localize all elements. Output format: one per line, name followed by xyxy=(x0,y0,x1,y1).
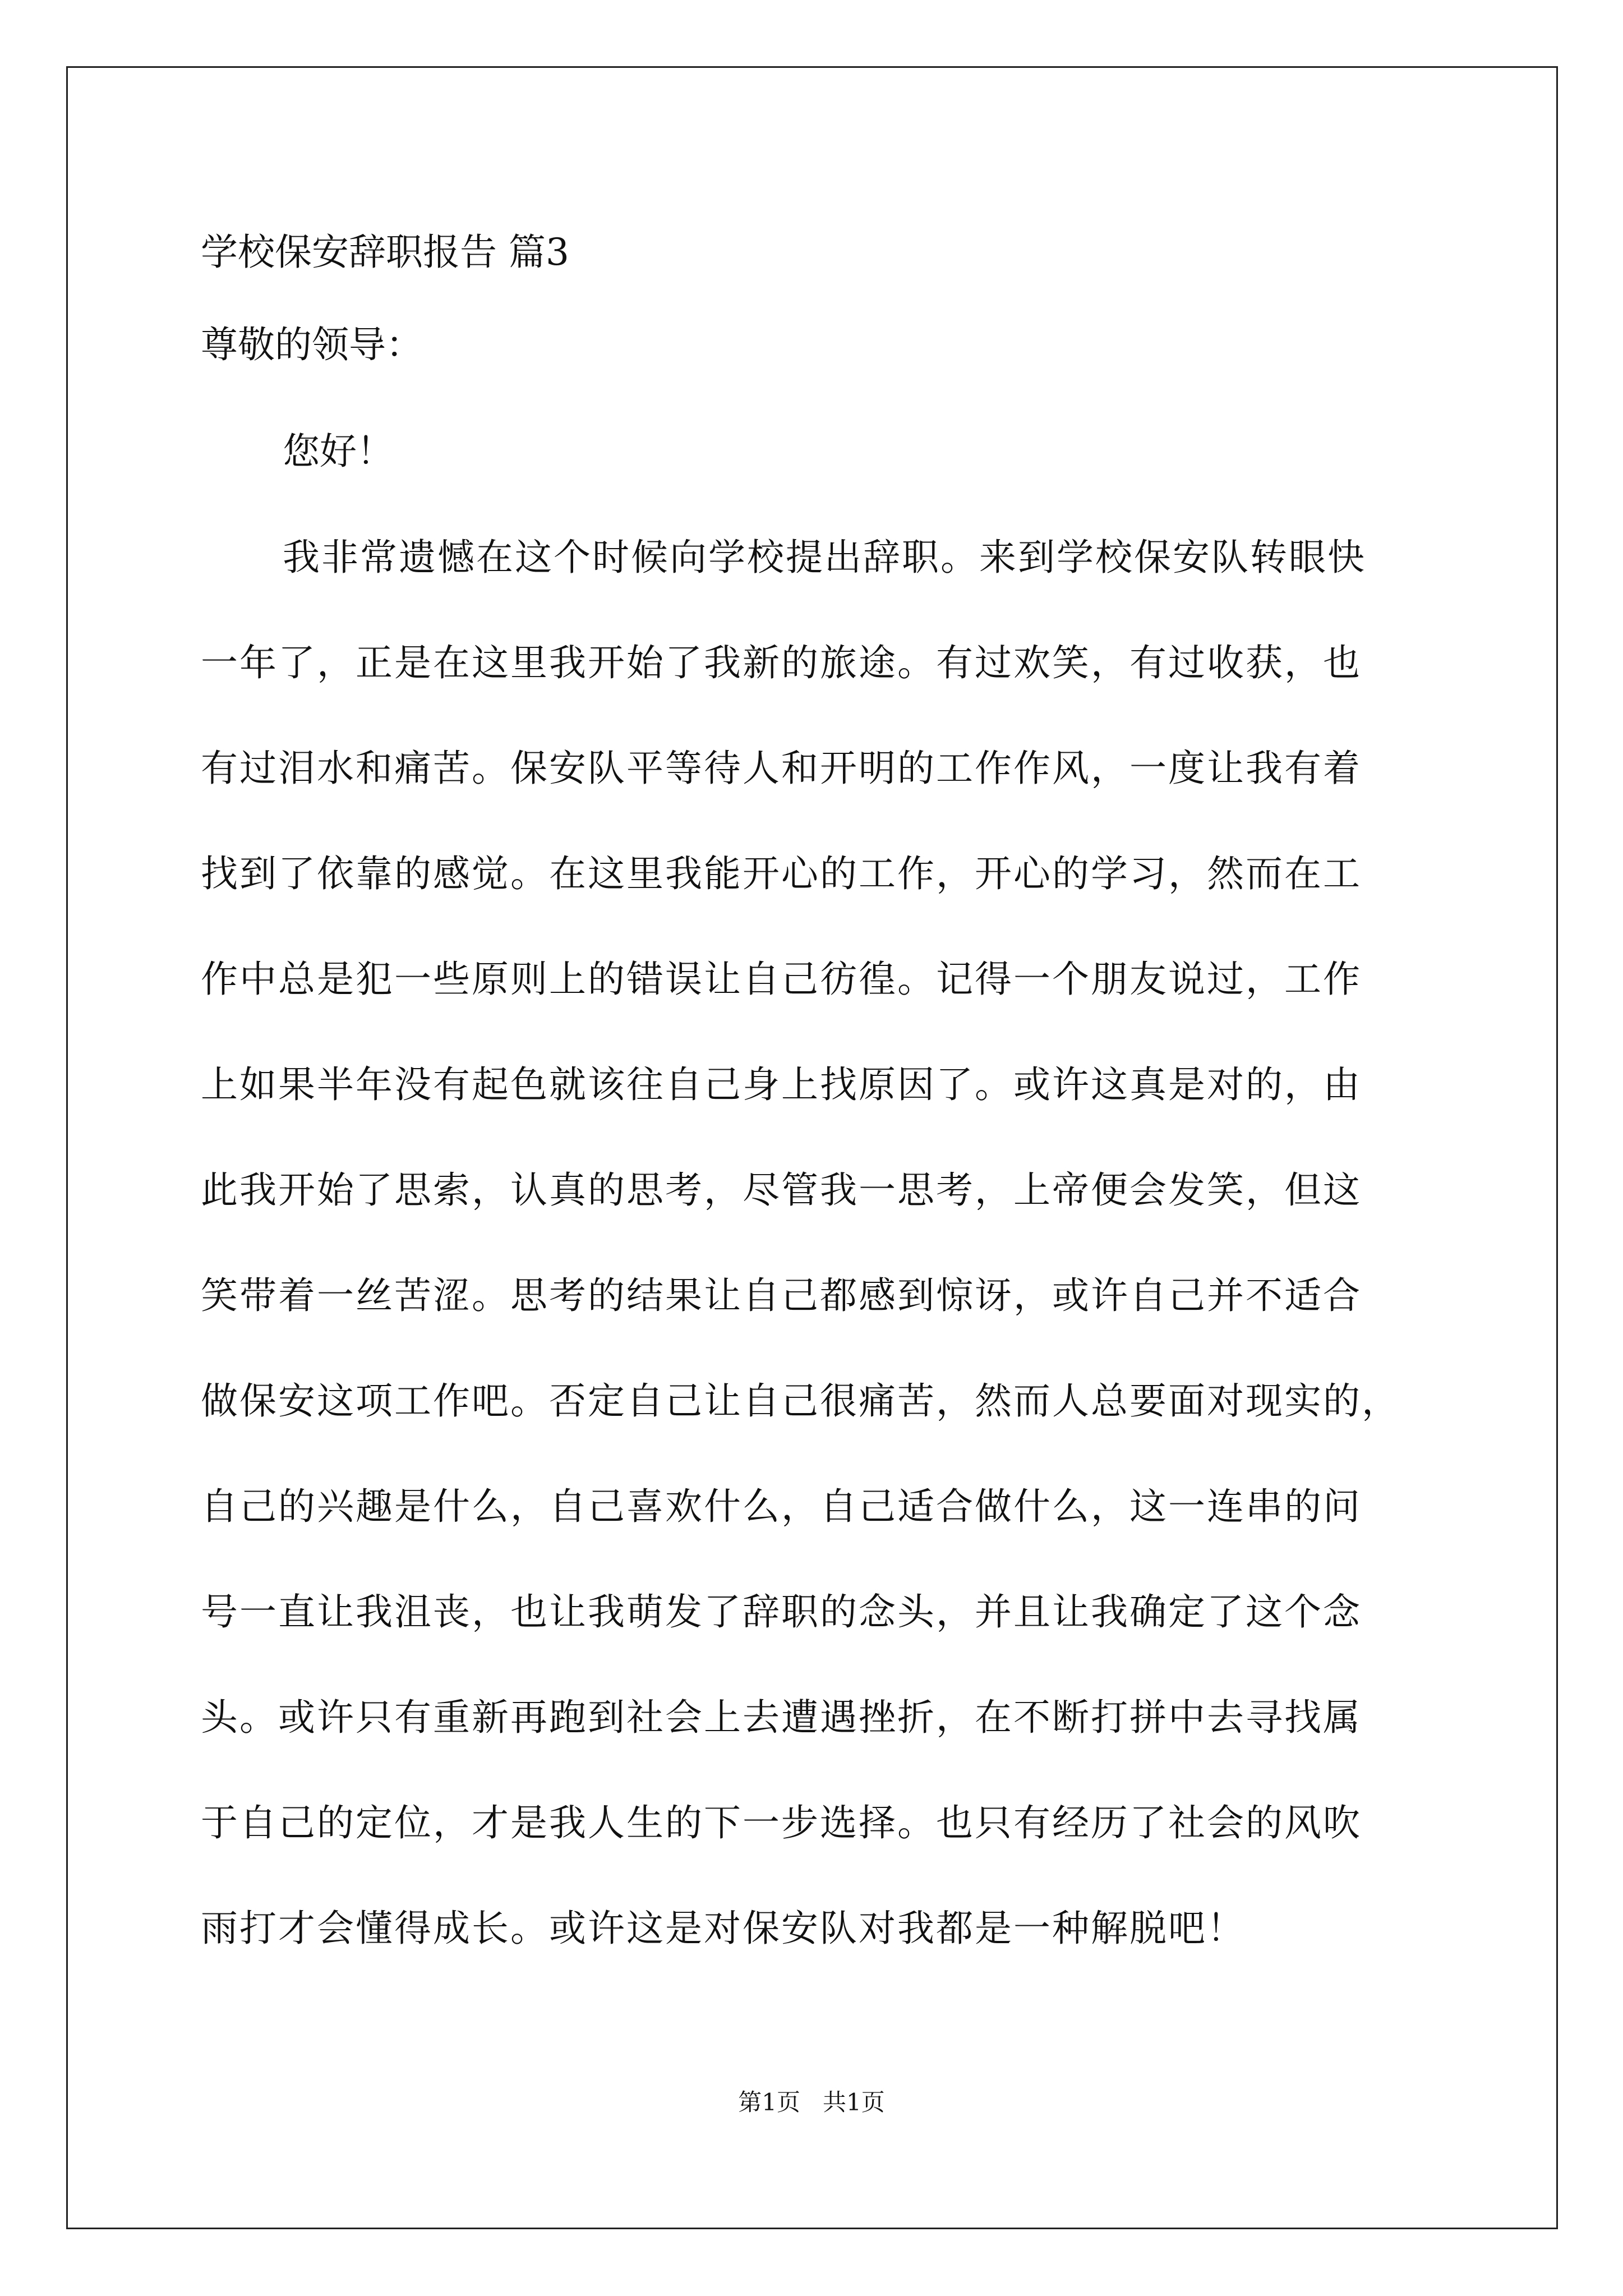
salutation: 尊敬的领导： xyxy=(201,323,423,366)
body-line: 于自己的定位，才是我人生的下一步选择。也只有经历了社会的风吹 xyxy=(201,1801,1362,1844)
body-line: 找到了依靠的感觉。在这里我能开心的工作，开心的学习，然而在工 xyxy=(201,852,1362,895)
body-line: 笑带着一丝苦涩。思考的结果让自己都感到惊讶，或许自己并不适合 xyxy=(201,1274,1362,1317)
body-line: 作中总是犯一些原则上的错误让自己彷徨。记得一个朋友说过，工作 xyxy=(201,958,1362,1001)
body-line: 号一直让我沮丧，也让我萌发了辞职的念头，并且让我确定了这个念 xyxy=(201,1590,1362,1634)
body-line: 做保安这项工作吧。否定自己让自己很痛苦，然而人总要面对现实的， xyxy=(201,1379,1400,1423)
body-line: 我非常遗憾在这个时候向学校提出辞职。来到学校保安队转眼快 xyxy=(283,536,1366,579)
page-number-footer: 第1页 共1页 xyxy=(738,2088,885,2116)
body-paragraph xyxy=(201,505,1435,1981)
body-line: 雨打才会懂得成长。或许这是对保安队对我都是一种解脱吧！ xyxy=(201,1907,1246,1950)
greeting: 您好！ xyxy=(283,430,394,473)
body-line: 此我开始了思索，认真的思考，尽管我一思考，上帝便会发笑，但这 xyxy=(201,1168,1362,1212)
body-line: 头。或许只有重新再跑到社会上去遭遇挫折，在不断打拼中去寻找属 xyxy=(201,1696,1362,1739)
document-body xyxy=(201,213,1435,1981)
body-line: 有过泪水和痛苦。保安队平等待人和开明的工作作风，一度让我有着 xyxy=(201,747,1362,790)
document-title: 学校保安辞职报告 篇3 xyxy=(201,231,569,274)
body-line: 上如果半年没有起色就该往自己身上找原因了。或许这真是对的，由 xyxy=(201,1063,1362,1106)
body-line: 一年了，正是在这里我开始了我新的旅途。有过欢笑，有过收获，也 xyxy=(201,641,1362,684)
body-line: 自己的兴趣是什么，自己喜欢什么，自己适合做什么，这一连串的问 xyxy=(201,1485,1362,1528)
